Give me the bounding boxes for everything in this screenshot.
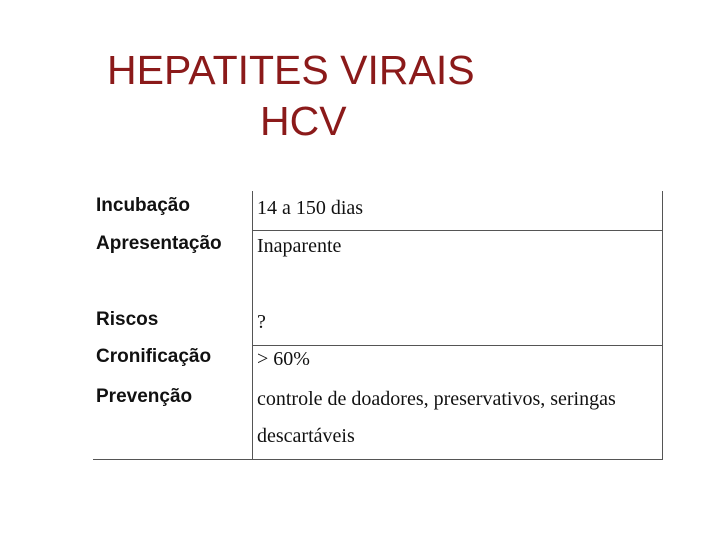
slide-subtitle: HCV (260, 98, 347, 144)
table-right-border (662, 191, 663, 460)
row-value-incubacao: 14 a 150 dias (257, 197, 364, 219)
row-value-prevencao: controle de doadores, preservativos, seringas (257, 388, 616, 410)
row-value-riscos: ? (257, 311, 266, 333)
row-value-cronificacao: > 60% (257, 348, 310, 370)
table-row-divider (252, 345, 663, 346)
row-value-prevencao-continued: descartáveis (257, 425, 355, 447)
table-column-divider (252, 191, 253, 460)
row-label-incubacao: Incubação (96, 195, 190, 216)
row-label-apresentacao: Apresentação (96, 233, 222, 254)
table-bottom-border (93, 459, 663, 460)
row-label-riscos: Riscos (96, 309, 159, 330)
row-label-cronificacao: Cronificação (96, 346, 212, 367)
row-label-prevencao: Prevenção (96, 386, 193, 407)
table-row-divider (252, 230, 663, 231)
row-value-apresentacao: Inaparente (257, 235, 342, 257)
slide-title: HEPATITES VIRAIS (107, 47, 475, 93)
